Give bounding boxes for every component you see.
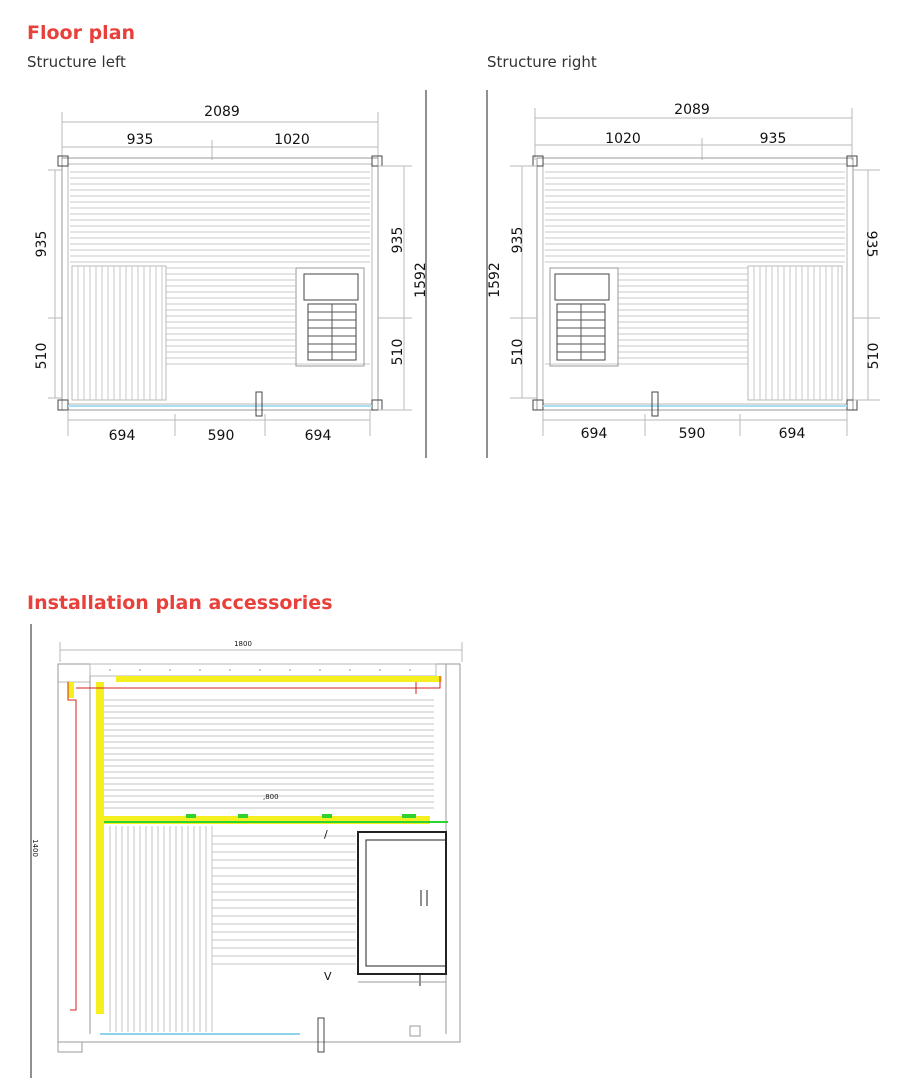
right-dim-left-upper: 935: [510, 226, 526, 254]
left-dim-depth: 1592: [413, 262, 429, 298]
svg-text:V: V: [324, 970, 332, 983]
floor-plan-heading: Floor plan: [27, 22, 136, 44]
left-dim-bottom-right: 694: [304, 428, 332, 444]
yellow-conduit-left: [96, 682, 104, 1014]
structure-right-drawing: [0, 0, 900, 480]
left-dim-bottom-mid: 590: [207, 428, 235, 444]
right-dim-total-width: 2089: [674, 102, 710, 118]
install-dim-middle: ,800: [263, 793, 279, 801]
right-dim-bottom-left: 694: [580, 426, 608, 442]
right-dim-top-left: 1020: [605, 131, 641, 147]
structure-left-label: Structure left: [27, 53, 126, 71]
installation-plan-drawing: [0, 620, 480, 1080]
left-dim-total-width: 2089: [204, 104, 240, 120]
structure-right-label: Structure right: [487, 53, 597, 71]
left-dim-top-left: 935: [126, 132, 154, 148]
red-cable-left: [68, 682, 76, 1010]
svg-text:/: /: [324, 828, 328, 841]
right-dim-top-right: 935: [759, 131, 787, 147]
right-dim-left-lower: 510: [510, 338, 526, 366]
left-dim-left-lower: 510: [34, 342, 50, 370]
left-dim-left-upper: 935: [34, 230, 50, 258]
left-dim-top-right: 1020: [274, 132, 310, 148]
right-dim-bottom-mid: 590: [678, 426, 706, 442]
installation-heading: Installation plan accessories: [27, 592, 333, 614]
left-dim-right-lower: 510: [390, 338, 406, 366]
right-dim-depth: 1592: [487, 262, 503, 298]
right-dim-bottom-right: 694: [778, 426, 806, 442]
install-dim-top: 1800: [234, 640, 252, 648]
left-dim-right-upper: 935: [390, 226, 406, 254]
yellow-conduit-top: [116, 676, 442, 682]
right-dim-right-upper: 935: [863, 230, 879, 258]
right-dim-right-lower: 510: [866, 342, 882, 370]
install-dim-left: 1400: [31, 839, 39, 857]
left-dim-bottom-left: 694: [108, 428, 136, 444]
